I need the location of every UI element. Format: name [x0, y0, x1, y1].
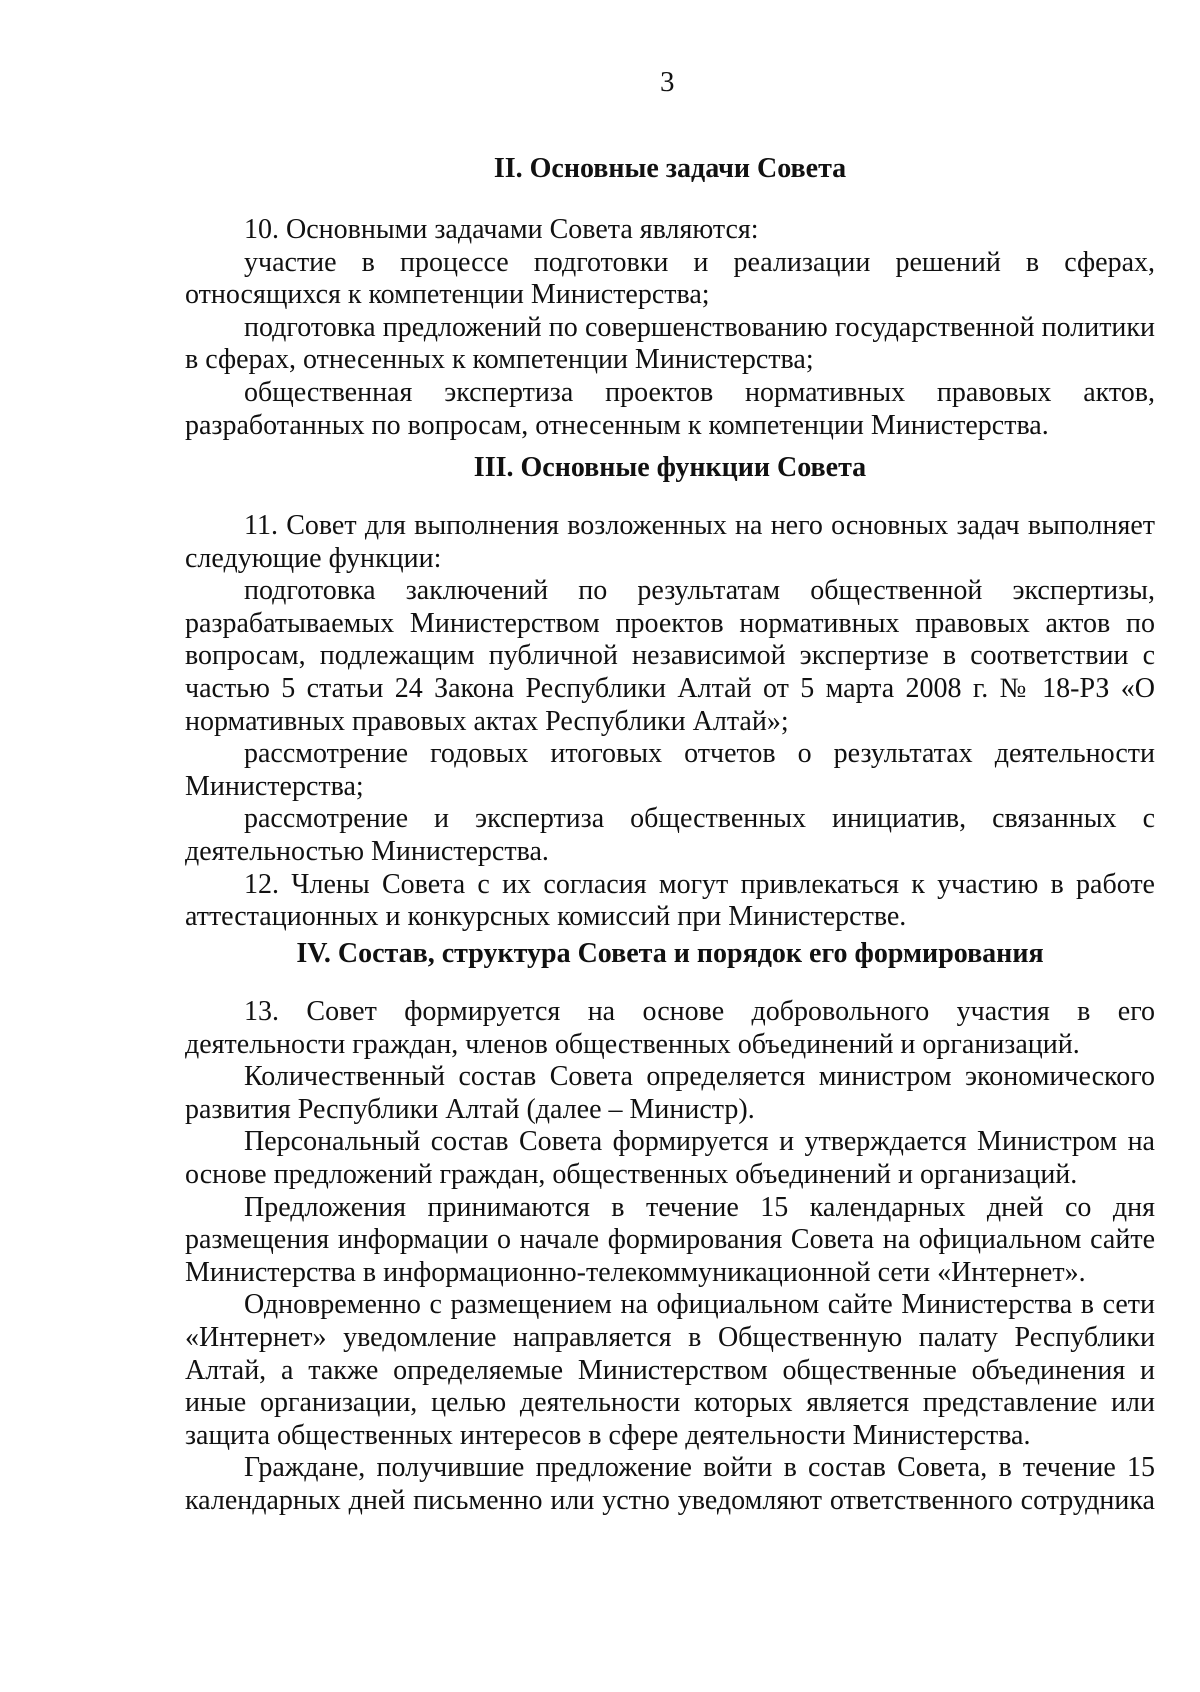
- page-number: 3: [660, 66, 675, 98]
- paragraph: Граждане, получившие предложение войти в состав Совета, в течение 15 календарных дней письменно или устно уведомляют ответственного сотрудника: [185, 1452, 1155, 1516]
- paragraph: Количественный состав Совета определяется министром экономического развития Республики Алтай (далее – Министр).: [185, 1061, 1155, 1125]
- paragraph: Персональный состав Совета формируется и утверждается Министром на основе предложений граждан, общественных объединений и организаций.: [185, 1126, 1155, 1190]
- section-heading-functions: III. Основные функции Совета: [473, 452, 867, 483]
- paragraph: 10. Основными задачами Совета являются:: [244, 214, 759, 245]
- paragraph: подготовка предложений по совершенствованию государственной политики в сферах, отнесенных к компетенции Министерства;: [185, 311, 1155, 376]
- paragraph: рассмотрение и экспертиза общественных инициатив, связанных с деятельностью Министерства.: [185, 803, 1155, 867]
- section-body-composition: [185, 996, 1155, 1518]
- paragraph: участие в процессе подготовки и реализации решений в сферах, относящихся к компетенции Министерства;: [185, 246, 1155, 311]
- paragraph: 13. Совет формируется на основе добровольного участия в его деятельности граждан, членов общественных объединений и организаций.: [185, 996, 1155, 1060]
- paragraph: подготовка заключений по результатам общественной экспертизы, разрабатываемых Министерством проектов нормативных правовых актов по вопросам, подлежащим публичной независимой экспертизе в соответствии с частью 5 статьи 24 Закона Республики Алтай от 5 марта 2008 г. № 18-РЗ «О нормативных правовых актах Республики Алтай»;: [185, 575, 1155, 737]
- section-heading-tasks: II. Основные задачи Совета: [493, 153, 847, 184]
- paragraph: общественная экспертиза проектов нормативных правовых актов, разработанных по вопросам, отнесенным к компетенции Министерства.: [185, 376, 1155, 441]
- paragraph: 12. Члены Совета с их согласия могут привлекаться к участию в работе аттестационных и конкурсных комиссий при Министерстве.: [185, 868, 1155, 933]
- section-body-functions: [185, 510, 1155, 934]
- paragraph: рассмотрение годовых итоговых отчетов о результатах деятельности Министерства;: [185, 738, 1155, 802]
- section-body-tasks: [185, 214, 1155, 442]
- section-heading-composition: IV. Состав, структура Совета и порядок его формирования: [296, 938, 1044, 969]
- paragraph: 11. Совет для выполнения возложенных на него основных задач выполняет следующие функции:: [185, 510, 1155, 574]
- paragraph: Одновременно с размещением на официальном сайте Министерства в сети «Интернет» уведомление направляется в Общественную палату Республики Алтай, а также определяемые Министерством общественные объединения и иные организации, целью деятельности которых является представление или защита общественных интересов в сфере деятельности Министерства.: [185, 1289, 1155, 1451]
- paragraph: Предложения принимаются в течение 15 календарных дней со дня размещения информации о начале формирования Совета на официальном сайте Министерства в информационно-телекоммуникационной сети «Интернет».: [185, 1191, 1155, 1288]
